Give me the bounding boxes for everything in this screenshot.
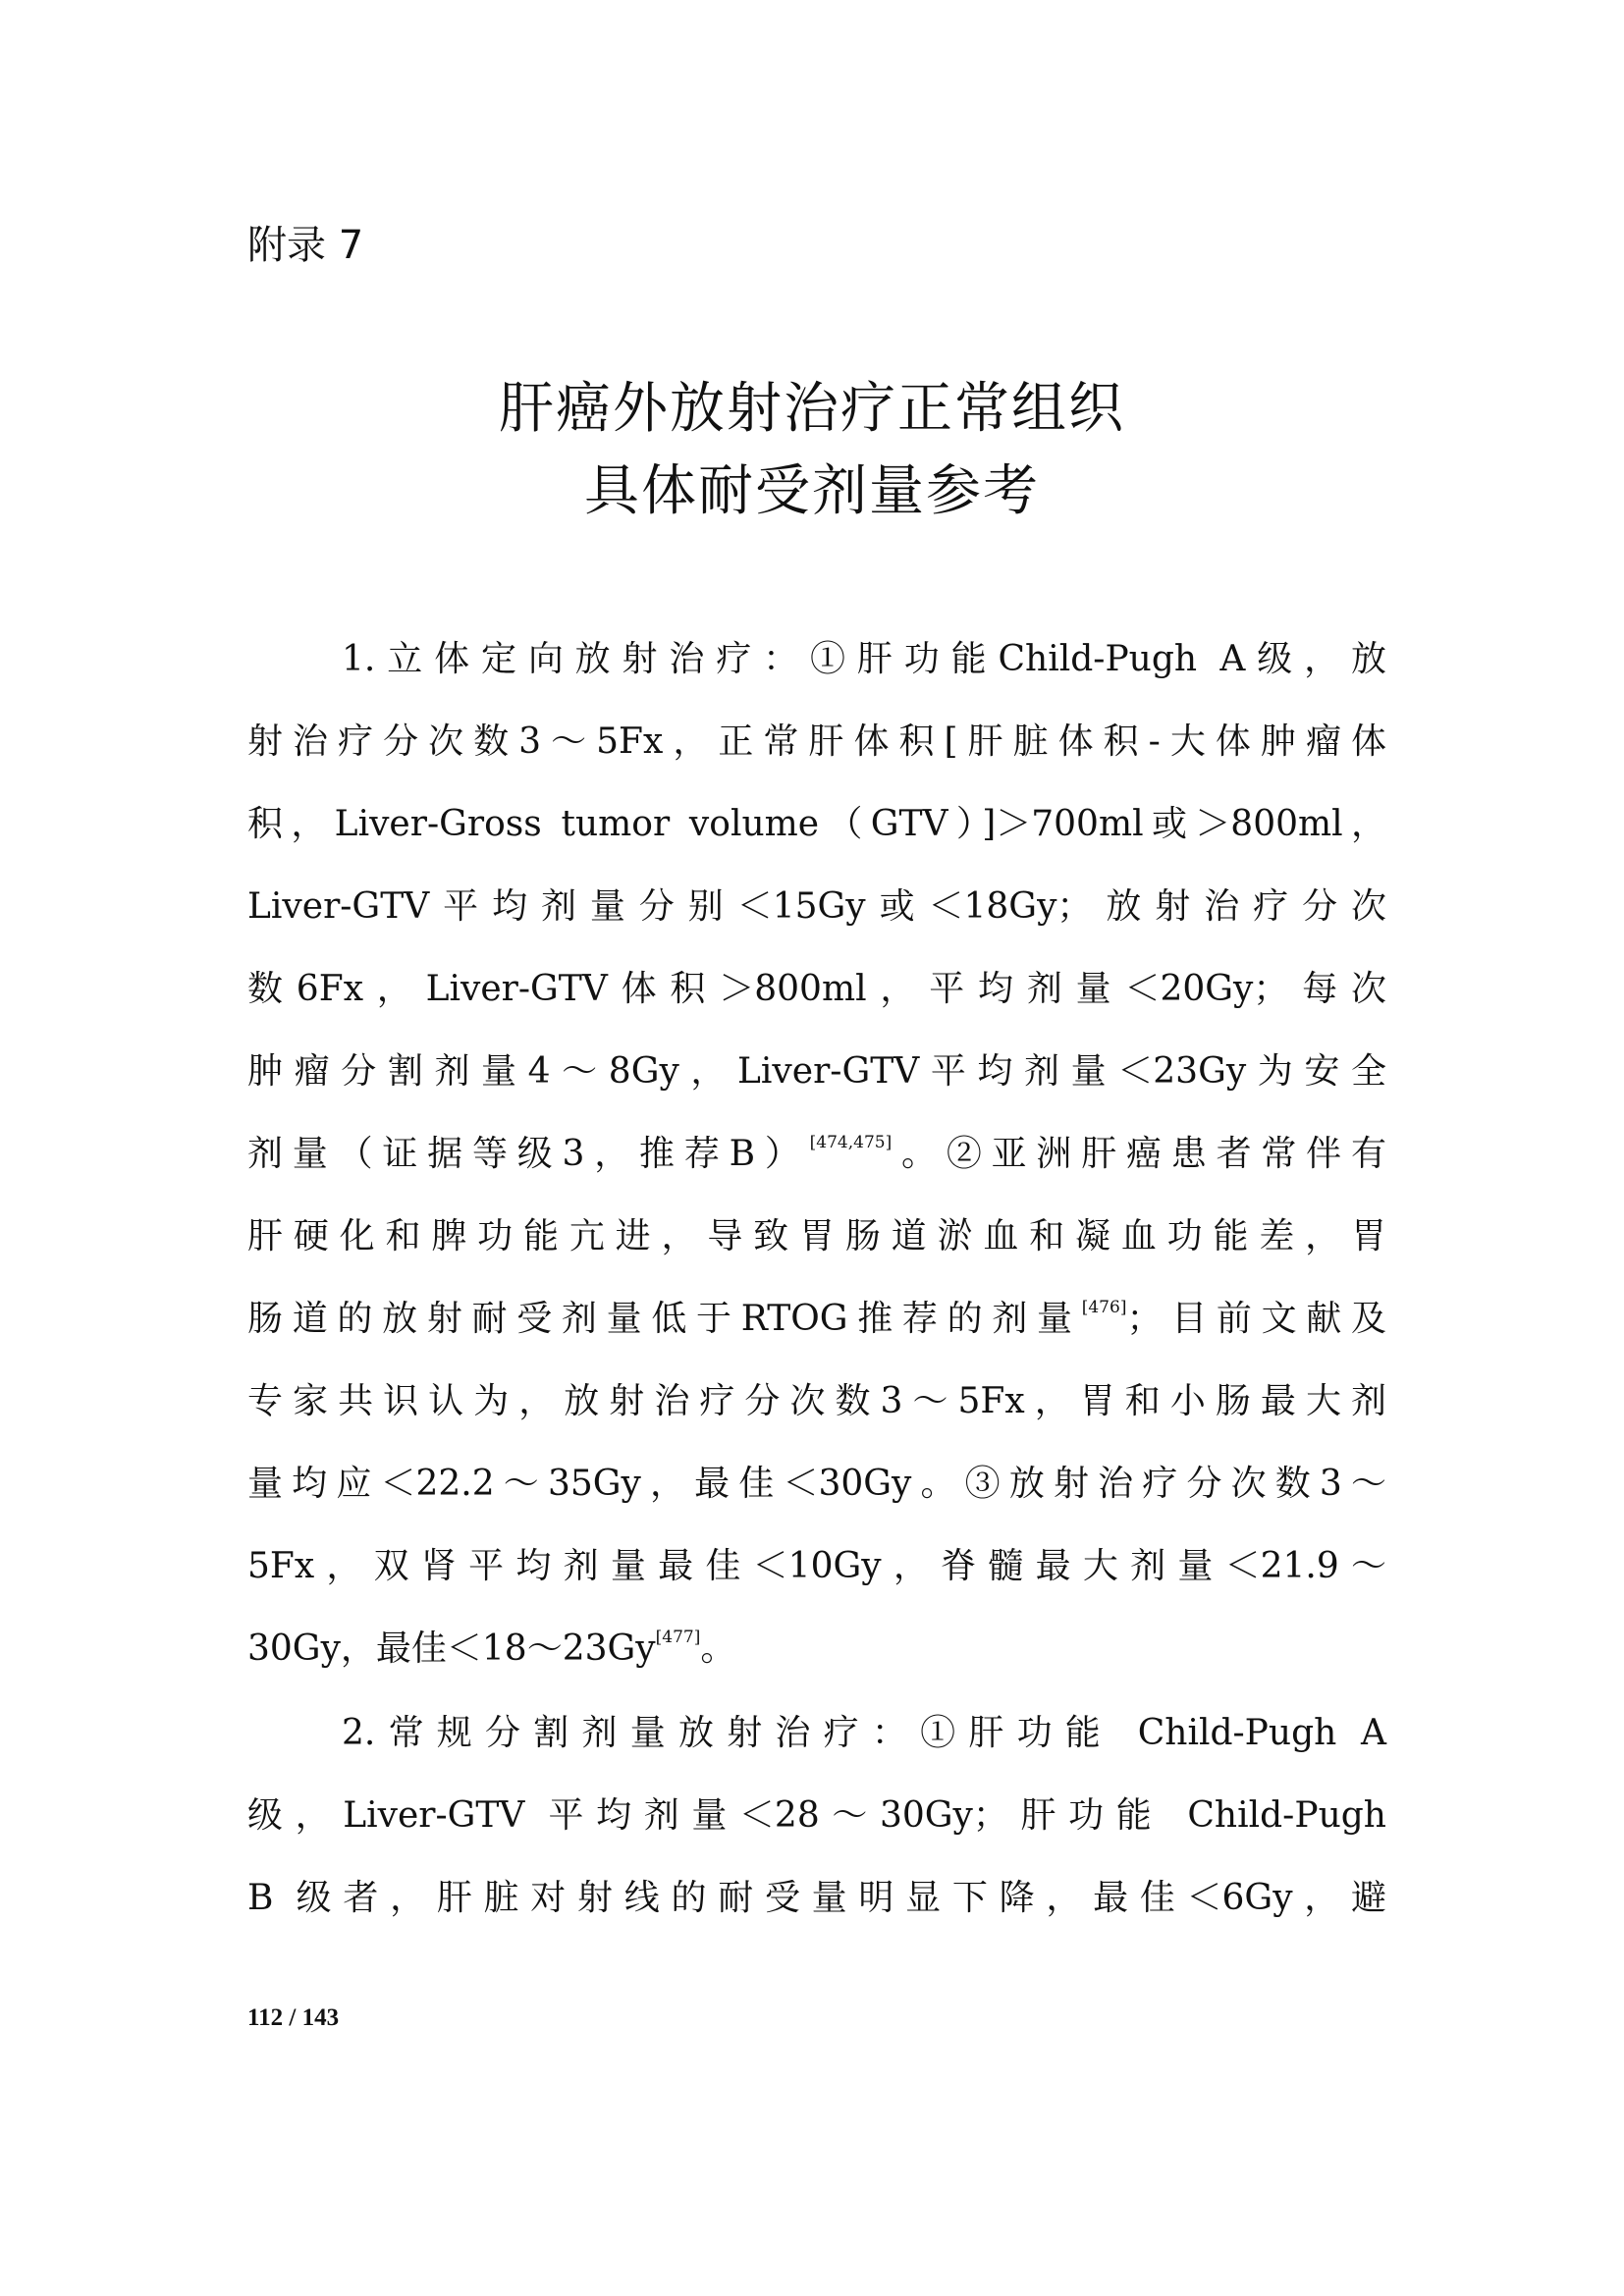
text-line: B 级者，肝脏对射线的耐受量明显下降，最佳＜6Gy，避 (247, 1878, 1386, 1918)
text-line: 积，Liver-Gross tumor volume（GTV）]＞700ml或＞800ml， (247, 804, 1386, 844)
text-segment: ；目前文献及 (1126, 1299, 1386, 1339)
citation-ref: [476] (1081, 1298, 1127, 1317)
page-title-line-2: 具体耐受剂量参考 (584, 459, 1040, 523)
paragraph-stereotactic (247, 618, 1386, 1690)
text-line: 2.常规分割剂量放射治疗：①肝功能 Child-Pugh A (342, 1713, 1386, 1753)
text-segment: 30Gy，最佳＜18～23Gy (247, 1629, 656, 1669)
paragraph-conventional (247, 1692, 1386, 1940)
text-segment: 。②亚洲肝癌患者常伴有 (892, 1134, 1386, 1174)
text-line (247, 1113, 1386, 1196)
text-line: 数6Fx，Liver-GTV体积＞800ml，平均剂量＜20Gy；每次 (247, 969, 1386, 1009)
appendix-label: 附录 7 (247, 223, 364, 268)
text-line: 肿瘤分割剂量4～8Gy，Liver-GTV平均剂量＜23Gy为安全 (247, 1051, 1386, 1092)
text-line (247, 1608, 1386, 1690)
citation-ref: [474,475] (809, 1133, 893, 1152)
text-line: 专家共识认为，放射治疗分次数3～5Fx，胃和小肠最大剂 (247, 1381, 1386, 1421)
text-line: 量均应＜22.2～35Gy，最佳＜30Gy。③放射治疗分次数3～ (247, 1464, 1386, 1504)
text-line (247, 1278, 1386, 1361)
page-number: 112 / 143 (247, 2004, 340, 2031)
text-line: 5Fx，双肾平均剂量最佳＜10Gy，脊髓最大剂量＜21.9～ (247, 1546, 1386, 1586)
citation-ref: [477] (655, 1628, 701, 1647)
page-title-line-1: 肝癌外放射治疗正常组织 (499, 377, 1125, 441)
text-segment: 。 (700, 1629, 736, 1669)
text-line: 射治疗分次数3～5Fx，正常肝体积[肝脏体积-大体肿瘤体 (247, 721, 1386, 762)
text-line: 肝硬化和脾功能亢进，导致胃肠道淤血和凝血功能差，胃 (247, 1216, 1386, 1256)
text-line: 1.立体定向放射治疗：①肝功能Child-Pugh A级，放 (342, 639, 1386, 679)
text-line: Liver-GTV平均剂量分别＜15Gy或＜18Gy；放射治疗分次 (247, 886, 1386, 927)
text-segment: 肠道的放射耐受剂量低于RTOG推荐的剂量 (247, 1299, 1082, 1339)
text-segment: 剂量（证据等级3，推荐B） (247, 1134, 810, 1174)
text-line: 级，Liver-GTV 平均剂量＜28～30Gy；肝功能 Child-Pugh (247, 1795, 1386, 1836)
